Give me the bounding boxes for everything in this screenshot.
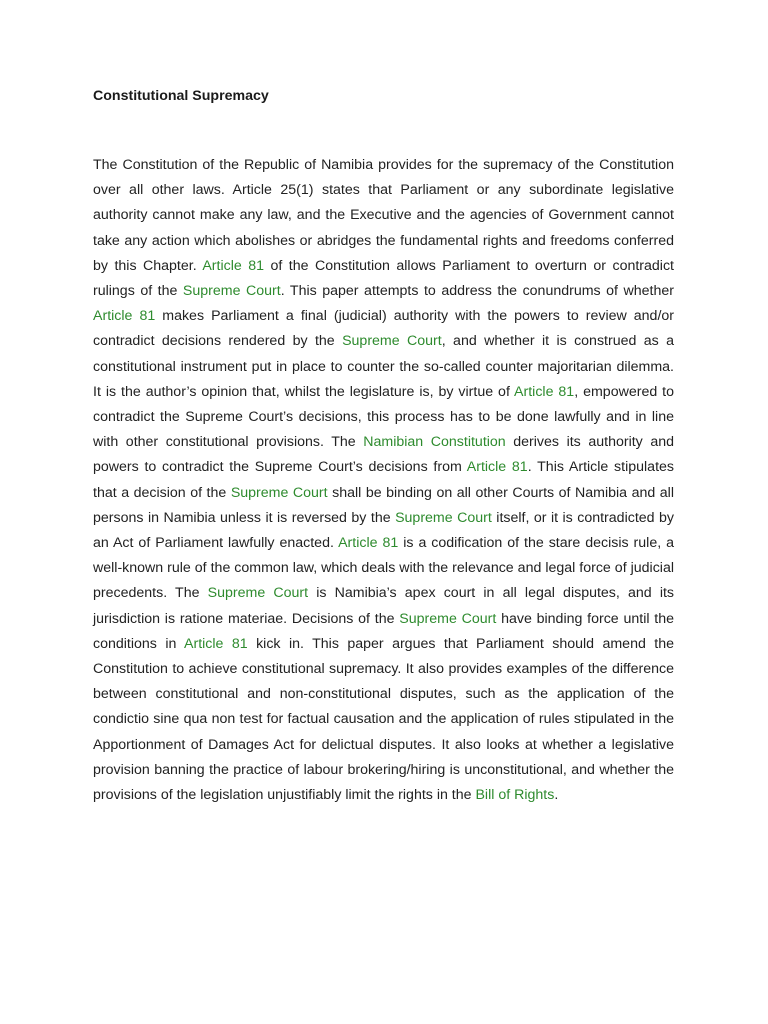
text-run: derives its authority and powers to contradict the Supreme Court’s decisions from <box>93 434 675 476</box>
inline-link[interactable]: Article 81 <box>466 459 528 476</box>
text-run: makes Parliament a final (judicial) authority with the powers to review and/or contradict decisions rendered by the <box>93 308 675 350</box>
inline-link[interactable]: Namibian Constitution <box>363 434 506 451</box>
inline-link[interactable]: Supreme Court <box>399 610 497 627</box>
text-run: kick in. This paper argues that Parliament should amend the Constitution to achieve constitutional supremacy. It also provides examples of the difference between constitutional and non-constitutional disputes, such as the application of the condictio sine qua non test for factual causation and the application of rules stipulated in the Apportionment of Damages Act for delictual disputes. It also looks at whether a legislative provision banning the practice of labour brokering/hiring is unconstitutional, and whether the provisions of the legislation unjustifiably limit the rights in the <box>93 635 675 804</box>
inline-link[interactable]: Supreme Court <box>207 585 309 602</box>
text-run: is a codification of the stare decisis rule, a well-known rule of the common law, which deals with the relevance and legal force of judicial precedents. The <box>93 535 675 602</box>
text-run: itself, or it is contradicted by an Act of Parliament lawfully enacted. <box>93 509 674 552</box>
text-run: have binding force until the conditions in <box>93 610 674 652</box>
inline-link[interactable]: Supreme Court <box>342 333 442 350</box>
text-run: , empowered to contradict the Supreme Court’s decisions, this process has to be done lawfully and in line with other constitutional provisions. The <box>93 383 675 451</box>
text-run: shall be binding on all other Courts of Namibia and all persons in Namibia unless it is reversed by the <box>93 484 674 526</box>
inline-link[interactable]: Supreme Court <box>395 509 492 526</box>
inline-link[interactable]: Supreme Court <box>230 484 328 501</box>
text-run: . <box>554 787 559 804</box>
inline-link[interactable]: Article 81 <box>202 257 265 274</box>
text-run: is Namibia’s apex court in all legal disputes, and its jurisdiction is ratione materiae. Decisions of the <box>93 585 675 627</box>
text-run: . This Article stipulates that a decision of the <box>93 459 674 501</box>
text-run: The Constitution of the Republic of Namibia provides for the supremacy of the Constitution over all other laws. Article 25(1) states that Parliament or any subordinate legislative authority cannot make any law, and the Executive and the agencies of Government cannot take any action which abolishes or abridges the fundamental rights and freedoms conferred by this Chapter. <box>93 157 674 274</box>
inline-link[interactable]: Article 81 <box>184 635 248 652</box>
text-run: of the Constitution allows Parliament to overturn or contradict rulings of the <box>93 257 674 300</box>
inline-link[interactable]: Supreme Court <box>182 283 281 300</box>
inline-link[interactable]: Article 81 <box>93 308 156 325</box>
text-run: , and whether it is construed as a constitutional instrument put in place to counter the so-called counter majoritarian dilemma. It is the author’s opinion that, whilst the legislature is, by virtue of <box>93 333 675 400</box>
inline-link[interactable]: Article 81 <box>514 383 575 400</box>
body-paragraph <box>93 153 674 808</box>
document-title: Constitutional Supremacy <box>93 88 269 104</box>
text-run: . This paper attempts to address the conundrums of whether <box>280 283 674 300</box>
inline-link[interactable]: Bill of Rights <box>475 787 555 804</box>
inline-link[interactable]: Article 81 <box>338 535 399 552</box>
